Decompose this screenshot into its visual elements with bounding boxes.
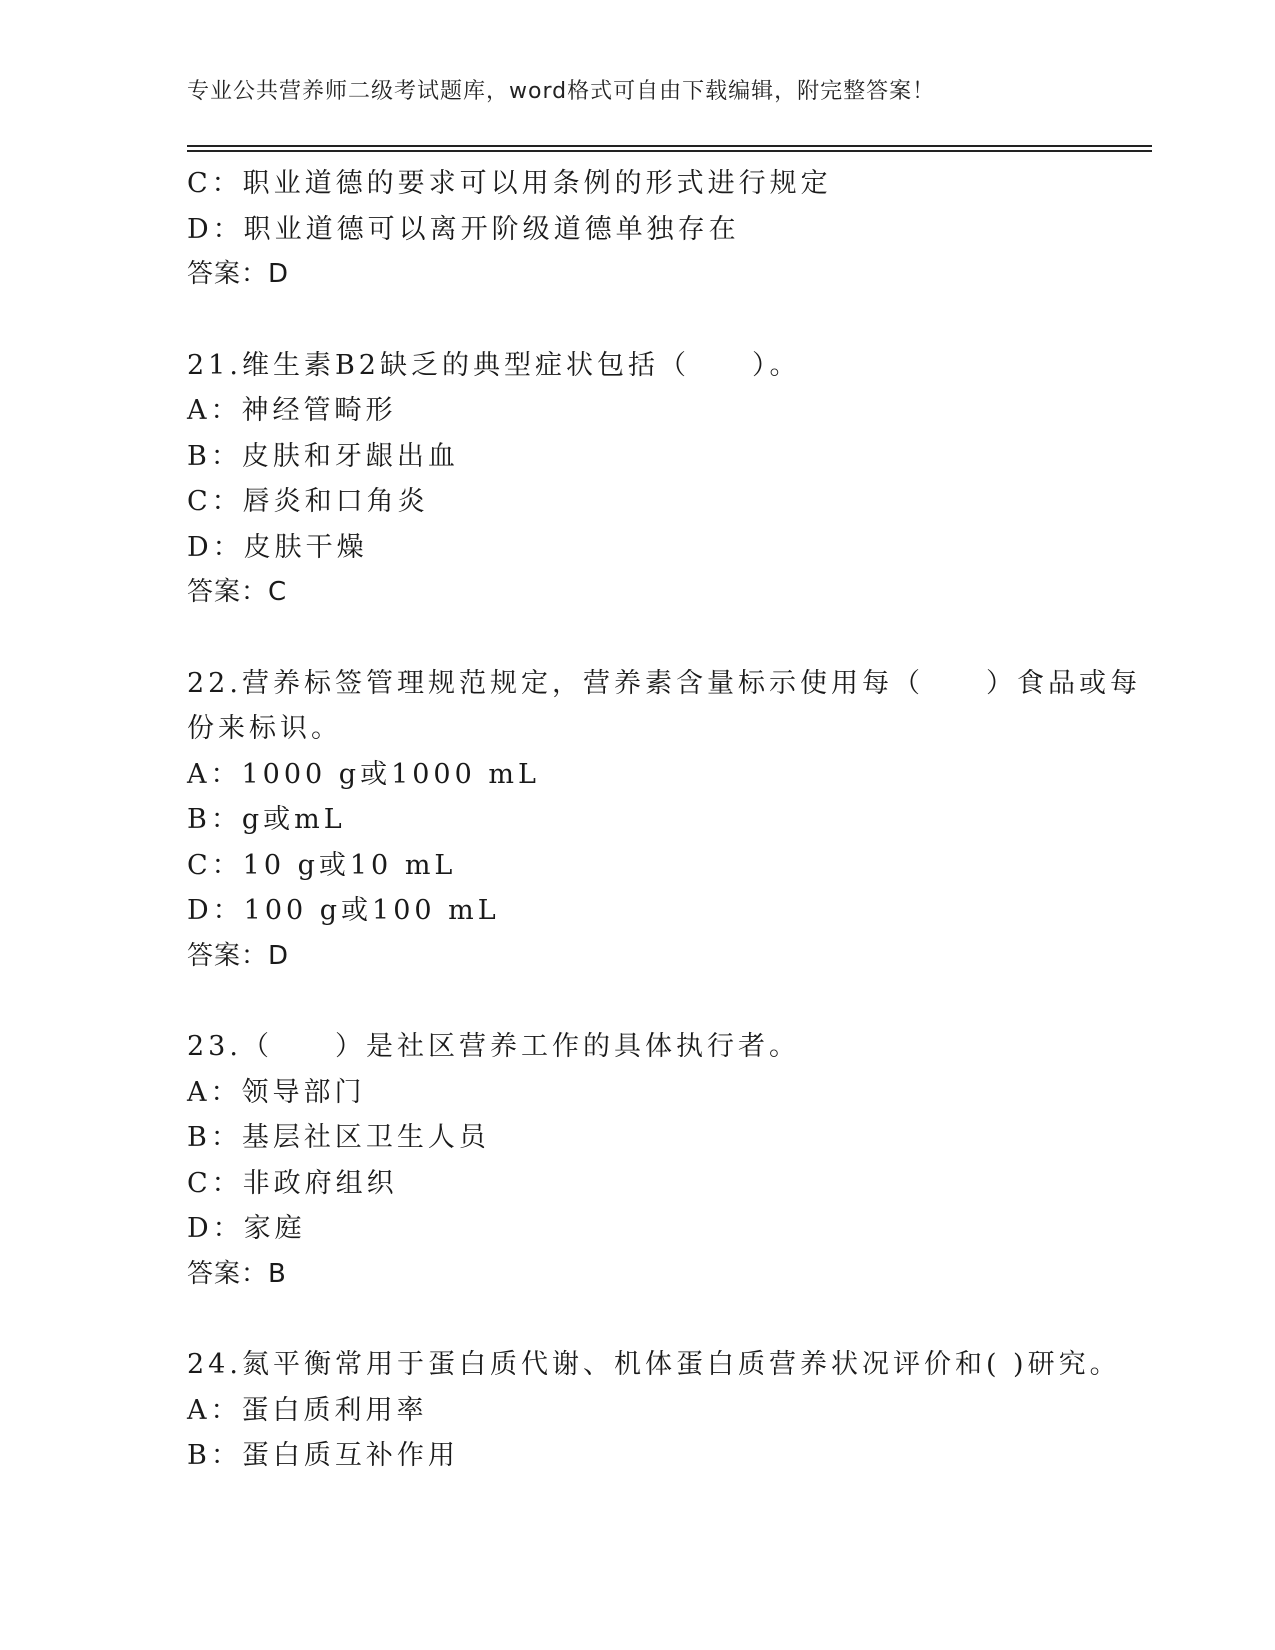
option-d: D：皮肤干燥 [187,531,368,563]
answer: 答案：B [187,1258,287,1289]
question-stem: 22.营养标签管理规范规定，营养素含量标示使用每（ ）食品或每 [187,667,1141,699]
header-rule-bottom [187,150,1152,152]
option-c: C：非政府组织 [187,1167,398,1199]
question-22 [187,661,1141,980]
option-c: C：唇炎和口角炎 [187,486,429,517]
option-d: D：家庭 [187,1213,306,1244]
option-d: D：100 g或100 mL [187,895,500,926]
answer: 答案：C [187,577,288,607]
option-a: A：1000 g或1000 mL [187,758,540,790]
option-a: A：蛋白质利用率 [187,1394,428,1426]
option-c: C：职业道德的要求可以用条例的形式进行规定 [187,168,832,199]
question-stem-continued: 份来标识。 [187,713,342,744]
option-a: A：神经管畸形 [187,395,397,426]
option-b: B：基层社区卫生人员 [187,1122,490,1153]
header-rule-top [187,145,1152,147]
question-stem: 23.（ ）是社区营养工作的具体执行者。 [187,1031,800,1062]
page-header: 专业公共营养师二级考试题库，word格式可自由下载编辑，附完整答案！ [187,79,936,104]
option-b: B：蛋白质互补作用 [187,1440,459,1471]
option-d: D：职业道德可以离开阶级道德单独存在 [187,213,740,245]
prev-question [187,161,1087,298]
option-b: B：皮肤和牙龈出血 [187,440,459,472]
document-body [187,161,1141,1479]
option-a: A：领导部门 [187,1076,366,1108]
question-21 [187,343,1087,616]
option-b: B：g或mL [187,804,346,835]
option-c: C：10 g或10 mL [187,849,457,881]
answer: 答案：D [187,259,290,289]
question-stem: 24.氮平衡常用于蛋白质代谢、机体蛋白质营养状况评价和( )研究。 [187,1349,1121,1380]
question-24 [187,1342,1121,1479]
answer: 答案：D [187,940,290,971]
question-23 [187,1024,1087,1297]
question-stem: 21.维生素B2缺乏的典型症状包括（ ）。 [187,349,801,381]
